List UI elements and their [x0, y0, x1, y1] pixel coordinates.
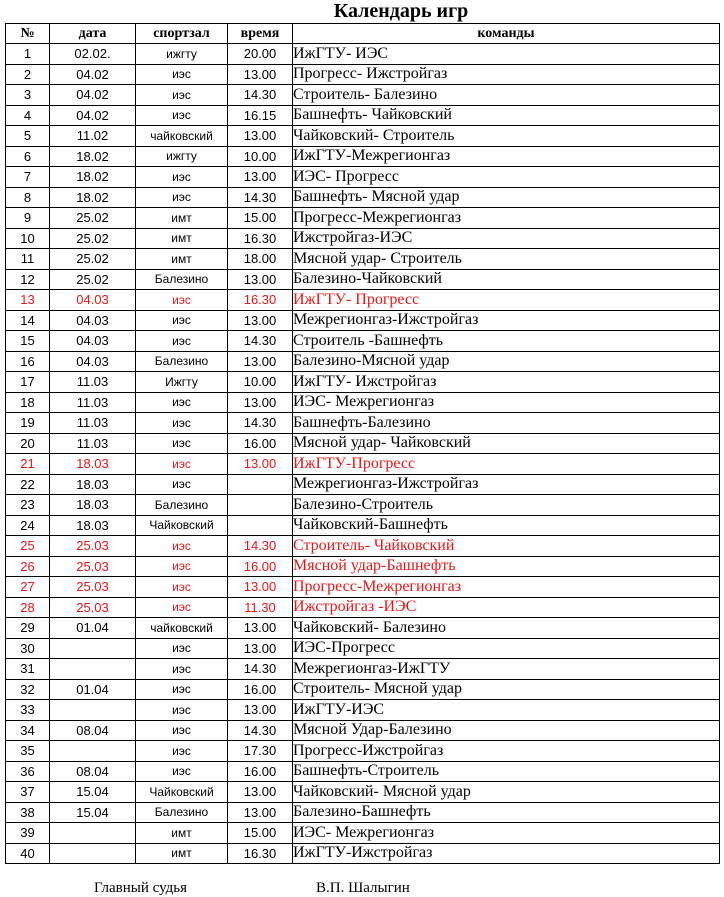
- row-hall: иэс: [136, 392, 228, 413]
- row-number: 12: [6, 269, 50, 290]
- row-number: 9: [6, 208, 50, 229]
- table-row: [6, 290, 720, 311]
- row-teams: Балезино-Мясной удар: [293, 351, 720, 372]
- row-hall: иэс: [136, 64, 228, 85]
- row-time: [228, 515, 293, 536]
- row-time: 13.00: [228, 802, 293, 823]
- row-date: 15.04: [50, 782, 136, 803]
- table-row: [6, 167, 720, 188]
- table-row: [6, 372, 720, 393]
- row-number: 18: [6, 392, 50, 413]
- row-time: 20.00: [228, 44, 293, 65]
- row-hall: иэс: [136, 741, 228, 762]
- row-time: 13.00: [228, 700, 293, 721]
- row-time: 16.30: [228, 843, 293, 864]
- table-row: [6, 413, 720, 434]
- row-teams: Чайковский- Строитель: [293, 126, 720, 147]
- row-teams: Межрегионгаз-Ижстройгаз: [293, 310, 720, 331]
- table-row: [6, 618, 720, 639]
- row-number: 17: [6, 372, 50, 393]
- row-date: [50, 700, 136, 721]
- row-number: 16: [6, 351, 50, 372]
- row-number: 8: [6, 187, 50, 208]
- row-number: 39: [6, 823, 50, 844]
- row-teams: ИжГТУ- Ижстройгаз: [293, 372, 720, 393]
- row-teams: Мясной удар- Чайковский: [293, 433, 720, 454]
- row-time: 11.30: [228, 597, 293, 618]
- row-number: 19: [6, 413, 50, 434]
- table-row: [6, 64, 720, 85]
- row-number: 21: [6, 454, 50, 475]
- row-number: 40: [6, 843, 50, 864]
- row-number: 38: [6, 802, 50, 823]
- row-number: 35: [6, 741, 50, 762]
- row-number: 36: [6, 761, 50, 782]
- row-number: 4: [6, 105, 50, 126]
- row-hall: иэс: [136, 597, 228, 618]
- row-hall: иэс: [136, 679, 228, 700]
- table-row: [6, 392, 720, 413]
- table-row: [6, 515, 720, 536]
- table-row: [6, 208, 720, 229]
- row-time: 13.00: [228, 618, 293, 639]
- row-time: 13.00: [228, 310, 293, 331]
- row-date: 18.02: [50, 187, 136, 208]
- row-time: 14.30: [228, 85, 293, 106]
- row-number: 10: [6, 228, 50, 249]
- table-row: [6, 720, 720, 741]
- table-row: [6, 454, 720, 475]
- row-date: 04.02: [50, 64, 136, 85]
- row-number: 7: [6, 167, 50, 188]
- row-teams: Строитель- Мясной удар: [293, 679, 720, 700]
- row-number: 31: [6, 659, 50, 680]
- row-number: 25: [6, 536, 50, 557]
- table-row: [6, 85, 720, 106]
- row-time: 13.00: [228, 167, 293, 188]
- row-time: 13.00: [228, 64, 293, 85]
- row-hall: иэс: [136, 187, 228, 208]
- row-date: 04.03: [50, 351, 136, 372]
- row-date: [50, 741, 136, 762]
- row-teams: Прогресс- Ижстройгаз: [293, 64, 720, 85]
- row-teams: ИжГТУ-Прогресс: [293, 454, 720, 475]
- row-hall: ижгту: [136, 44, 228, 65]
- row-hall: иэс: [136, 105, 228, 126]
- row-date: 04.02: [50, 85, 136, 106]
- row-hall: иэс: [136, 700, 228, 721]
- row-teams: Прогресс-Межрегионгаз: [293, 577, 720, 598]
- row-date: 01.04: [50, 679, 136, 700]
- table-row: [6, 105, 720, 126]
- row-date: 04.02: [50, 105, 136, 126]
- table-row: [6, 823, 720, 844]
- table-row: [6, 351, 720, 372]
- row-date: 25.02: [50, 208, 136, 229]
- row-number: 11: [6, 249, 50, 270]
- row-teams: ИЭС-Прогресс: [293, 638, 720, 659]
- row-hall: имт: [136, 249, 228, 270]
- row-teams: Мясной Удар-Балезино: [293, 720, 720, 741]
- row-number: 2: [6, 64, 50, 85]
- row-date: 18.03: [50, 454, 136, 475]
- row-time: [228, 474, 293, 495]
- row-date: 18.02: [50, 146, 136, 167]
- row-number: 14: [6, 310, 50, 331]
- column-header-hall: спортзал: [136, 24, 228, 44]
- row-hall: имт: [136, 823, 228, 844]
- row-date: 18.03: [50, 474, 136, 495]
- row-hall: иэс: [136, 659, 228, 680]
- row-teams: Строитель -Башнефть: [293, 331, 720, 352]
- row-teams: ИЭС- Прогресс: [293, 167, 720, 188]
- row-date: 11.02: [50, 126, 136, 147]
- row-time: 13.00: [228, 126, 293, 147]
- row-teams: ИЭС- Межрегионгаз: [293, 823, 720, 844]
- table-row: [6, 331, 720, 352]
- row-number: 37: [6, 782, 50, 803]
- row-hall: иэс: [136, 167, 228, 188]
- row-number: 22: [6, 474, 50, 495]
- table-row: [6, 577, 720, 598]
- row-time: 13.00: [228, 392, 293, 413]
- row-teams: Мясной удар-Башнефть: [293, 556, 720, 577]
- row-time: 13.00: [228, 269, 293, 290]
- row-time: 14.30: [228, 720, 293, 741]
- row-number: 5: [6, 126, 50, 147]
- row-number: 20: [6, 433, 50, 454]
- row-hall: иэс: [136, 761, 228, 782]
- row-hall: Чайковский: [136, 515, 228, 536]
- row-time: 14.30: [228, 536, 293, 557]
- row-number: 1: [6, 44, 50, 65]
- table-row: [6, 659, 720, 680]
- row-number: 34: [6, 720, 50, 741]
- row-teams: Башнефть- Мясной удар: [293, 187, 720, 208]
- row-number: 23: [6, 495, 50, 516]
- row-date: 11.03: [50, 392, 136, 413]
- row-date: 04.03: [50, 290, 136, 311]
- table-row: [6, 249, 720, 270]
- row-teams: Чайковский- Мясной удар: [293, 782, 720, 803]
- table-header-row: [6, 24, 720, 44]
- row-hall: иэс: [136, 577, 228, 598]
- row-teams: ИжГТУ-Ижстройгаз: [293, 843, 720, 864]
- row-time: 16.30: [228, 228, 293, 249]
- row-date: 25.02: [50, 228, 136, 249]
- row-teams: Башнефть-Строитель: [293, 761, 720, 782]
- row-teams: Прогресс-Межрегионгаз: [293, 208, 720, 229]
- table-row: [6, 433, 720, 454]
- table-row: [6, 802, 720, 823]
- row-time: 16.00: [228, 556, 293, 577]
- row-hall: ижгту: [136, 146, 228, 167]
- column-header-date: дата: [50, 24, 136, 44]
- row-teams: Мясной удар- Строитель: [293, 249, 720, 270]
- row-teams: ИЭС- Межрегионгаз: [293, 392, 720, 413]
- row-teams: Башнефть-Балезино: [293, 413, 720, 434]
- table-row: [6, 126, 720, 147]
- row-date: 04.03: [50, 331, 136, 352]
- row-date: 01.04: [50, 618, 136, 639]
- row-hall: иэс: [136, 536, 228, 557]
- row-teams: Чайковский- Балезино: [293, 618, 720, 639]
- row-hall: иэс: [136, 310, 228, 331]
- table-body: [6, 44, 720, 864]
- table-row: [6, 474, 720, 495]
- row-time: 16.00: [228, 761, 293, 782]
- chief-referee-label: Главный судья: [94, 880, 188, 896]
- row-time: 13.00: [228, 577, 293, 598]
- row-hall: имт: [136, 208, 228, 229]
- row-hall: имт: [136, 228, 228, 249]
- row-hall: иэс: [136, 474, 228, 495]
- row-hall: чайковский: [136, 126, 228, 147]
- row-time: 16.00: [228, 679, 293, 700]
- row-time: 14.30: [228, 187, 293, 208]
- row-date: 18.03: [50, 515, 136, 536]
- row-number: 32: [6, 679, 50, 700]
- row-time: [228, 495, 293, 516]
- row-hall: Балезино: [136, 269, 228, 290]
- row-number: 33: [6, 700, 50, 721]
- row-teams: Балезино-Строитель: [293, 495, 720, 516]
- row-time: 10.00: [228, 372, 293, 393]
- row-time: 10.00: [228, 146, 293, 167]
- table-row: [6, 187, 720, 208]
- row-hall: иэс: [136, 720, 228, 741]
- row-date: 18.03: [50, 495, 136, 516]
- row-hall: иэс: [136, 433, 228, 454]
- table-row: [6, 269, 720, 290]
- row-teams: ИжГТУ- ИЭС: [293, 44, 720, 65]
- row-date: 25.02: [50, 269, 136, 290]
- table-row: [6, 228, 720, 249]
- row-number: 15: [6, 331, 50, 352]
- row-hall: Чайковский: [136, 782, 228, 803]
- row-date: 25.02: [50, 249, 136, 270]
- table-row: [6, 761, 720, 782]
- games-calendar-table: [5, 23, 720, 864]
- chief-referee-name: В.П. Шалыгин: [316, 880, 410, 896]
- row-teams: Балезино-Чайковский: [293, 269, 720, 290]
- row-teams: Башнефть- Чайковский: [293, 105, 720, 126]
- row-hall: чайковский: [136, 618, 228, 639]
- row-time: 13.00: [228, 782, 293, 803]
- row-teams: Межрегионгаз-Ижстройгаз: [293, 474, 720, 495]
- row-time: 14.30: [228, 659, 293, 680]
- row-time: 14.30: [228, 331, 293, 352]
- row-hall: Балезино: [136, 495, 228, 516]
- table-row: [6, 44, 720, 65]
- row-date: 02.02.: [50, 44, 136, 65]
- row-date: 25.03: [50, 556, 136, 577]
- row-time: 13.00: [228, 454, 293, 475]
- row-date: 04.03: [50, 310, 136, 331]
- table-row: [6, 536, 720, 557]
- row-time: 16.15: [228, 105, 293, 126]
- row-hall: имт: [136, 843, 228, 864]
- row-time: 16.00: [228, 433, 293, 454]
- table-row: [6, 146, 720, 167]
- row-number: 30: [6, 638, 50, 659]
- row-date: [50, 638, 136, 659]
- table-row: [6, 556, 720, 577]
- row-date: 11.03: [50, 372, 136, 393]
- row-number: 6: [6, 146, 50, 167]
- row-time: 13.00: [228, 351, 293, 372]
- row-hall: иэс: [136, 454, 228, 475]
- table-row: [6, 310, 720, 331]
- table-row: [6, 741, 720, 762]
- row-number: 29: [6, 618, 50, 639]
- row-teams: ИжГТУ-Межрегионгаз: [293, 146, 720, 167]
- row-date: [50, 823, 136, 844]
- row-teams: Строитель- Балезино: [293, 85, 720, 106]
- row-number: 3: [6, 85, 50, 106]
- row-date: 25.03: [50, 577, 136, 598]
- row-teams: ИжГТУ- Прогресс: [293, 290, 720, 311]
- page-title: Календарь игр: [333, 0, 469, 22]
- row-date: 11.03: [50, 433, 136, 454]
- row-number: 27: [6, 577, 50, 598]
- row-hall: иэс: [136, 556, 228, 577]
- row-hall: иэс: [136, 638, 228, 659]
- table-row: [6, 597, 720, 618]
- row-date: 08.04: [50, 761, 136, 782]
- table-row: [6, 782, 720, 803]
- row-hall: Балезино: [136, 351, 228, 372]
- row-date: 08.04: [50, 720, 136, 741]
- row-teams: Межрегионгаз-ИжГТУ: [293, 659, 720, 680]
- row-date: 25.03: [50, 536, 136, 557]
- row-teams: ИжГТУ-ИЭС: [293, 700, 720, 721]
- row-number: 28: [6, 597, 50, 618]
- row-number: 24: [6, 515, 50, 536]
- row-time: 15.00: [228, 208, 293, 229]
- row-time: 13.00: [228, 638, 293, 659]
- row-hall: иэс: [136, 331, 228, 352]
- column-header-number: №: [6, 24, 50, 44]
- column-header-time: время: [228, 24, 293, 44]
- table-row: [6, 679, 720, 700]
- row-hall: Балезино: [136, 802, 228, 823]
- row-time: 15.00: [228, 823, 293, 844]
- table-row: [6, 495, 720, 516]
- row-teams: Прогресс-Ижстройгаз: [293, 741, 720, 762]
- row-teams: Ижстройгаз-ИЭС: [293, 228, 720, 249]
- row-date: 18.02: [50, 167, 136, 188]
- row-number: 13: [6, 290, 50, 311]
- table-row: [6, 638, 720, 659]
- row-time: 14.30: [228, 413, 293, 434]
- row-hall: иэс: [136, 290, 228, 311]
- row-date: 25.03: [50, 597, 136, 618]
- row-number: 26: [6, 556, 50, 577]
- row-hall: Ижгту: [136, 372, 228, 393]
- row-teams: Ижстройгаз -ИЭС: [293, 597, 720, 618]
- row-time: 17.30: [228, 741, 293, 762]
- row-time: 16.30: [228, 290, 293, 311]
- table-row: [6, 843, 720, 864]
- row-date: 15.04: [50, 802, 136, 823]
- row-hall: иэс: [136, 85, 228, 106]
- row-hall: иэс: [136, 413, 228, 434]
- row-time: 18.00: [228, 249, 293, 270]
- row-teams: Чайковский-Башнефть: [293, 515, 720, 536]
- column-header-teams: команды: [293, 24, 720, 44]
- row-date: 11.03: [50, 413, 136, 434]
- row-teams: Строитель- Чайковский: [293, 536, 720, 557]
- row-teams: Балезино-Башнефть: [293, 802, 720, 823]
- table-row: [6, 700, 720, 721]
- row-date: [50, 843, 136, 864]
- row-date: [50, 659, 136, 680]
